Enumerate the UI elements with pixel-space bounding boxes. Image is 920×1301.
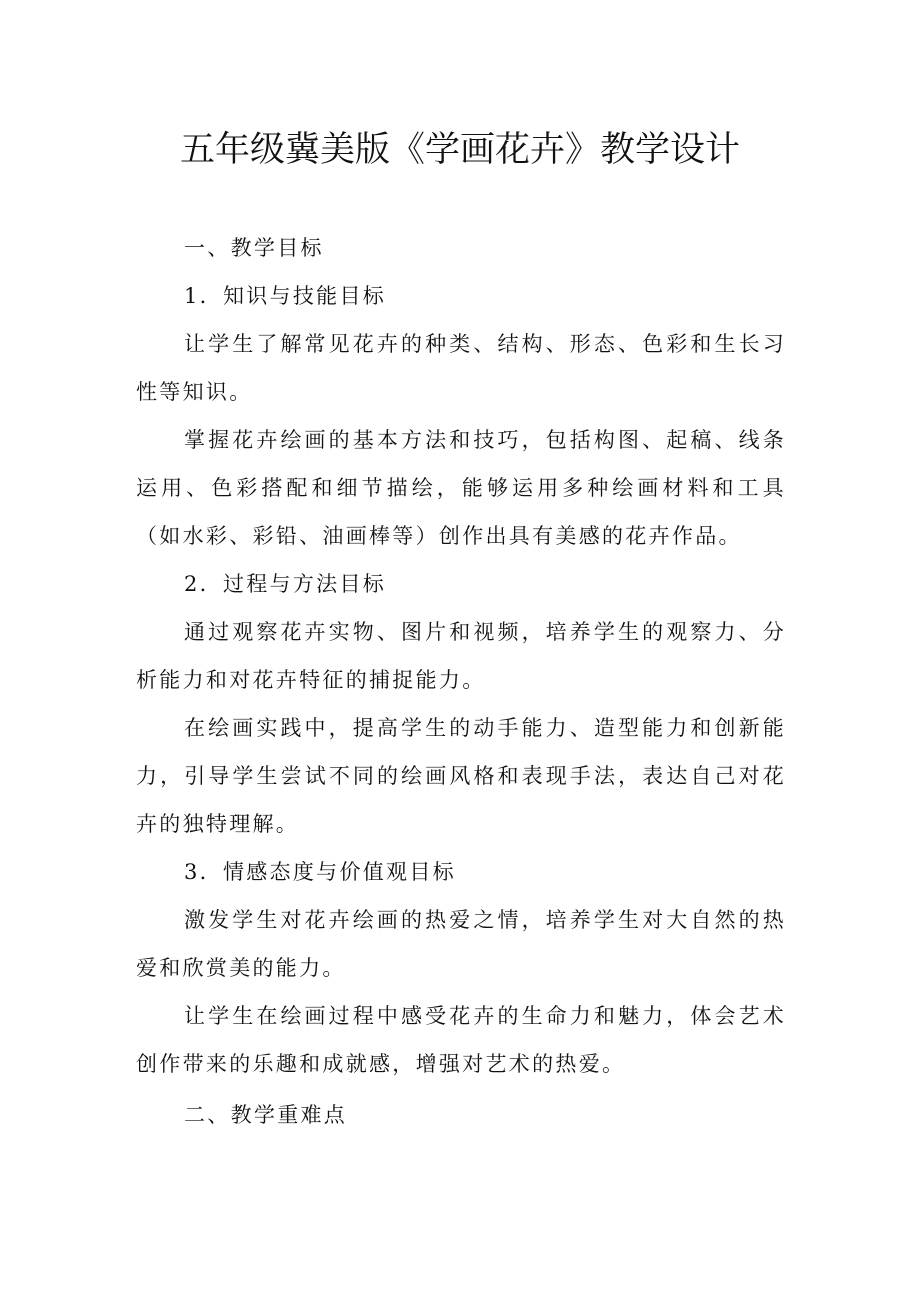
subheading-emotion-values: 3．情感态度与价值观目标 — [184, 860, 456, 884]
paragraph: 激发学生对花卉绘画的热爱之情，培养学生对大自然的热爱和欣赏美的能力。 — [136, 908, 786, 980]
section-heading-key-difficulties: 二、教学重难点 — [184, 1103, 348, 1127]
subheading-knowledge-skills: 1．知识与技能目标 — [184, 284, 387, 308]
paragraph: 掌握花卉绘画的基本方法和技巧，包括构图、起稿、线条运用、色彩搭配和细节描绘，能够运用多种绘画材料和工具（如水彩、彩铅、油画棒等）创作出具有美感的花卉作品。 — [136, 428, 786, 548]
section-heading-teaching-goals: 一、教学目标 — [184, 236, 324, 260]
document-body — [136, 224, 786, 1139]
paragraph: 通过观察花卉实物、图片和视频，培养学生的观察力、分析能力和对花卉特征的捕捉能力。 — [136, 620, 786, 692]
subheading-process-methods: 2．过程与方法目标 — [184, 572, 387, 596]
paragraph: 让学生了解常见花卉的种类、结构、形态、色彩和生长习性等知识。 — [136, 332, 786, 404]
document-title: 五年级冀美版《学画花卉》教学设计 — [179, 130, 740, 170]
paragraph: 在绘画实践中，提高学生的动手能力、造型能力和创新能力，引导学生尝试不同的绘画风格和表现手法，表达自己对花卉的独特理解。 — [136, 716, 786, 836]
paragraph: 让学生在绘画过程中感受花卉的生命力和魅力，体会艺术创作带来的乐趣和成就感，增强对艺术的热爱。 — [136, 1004, 786, 1076]
